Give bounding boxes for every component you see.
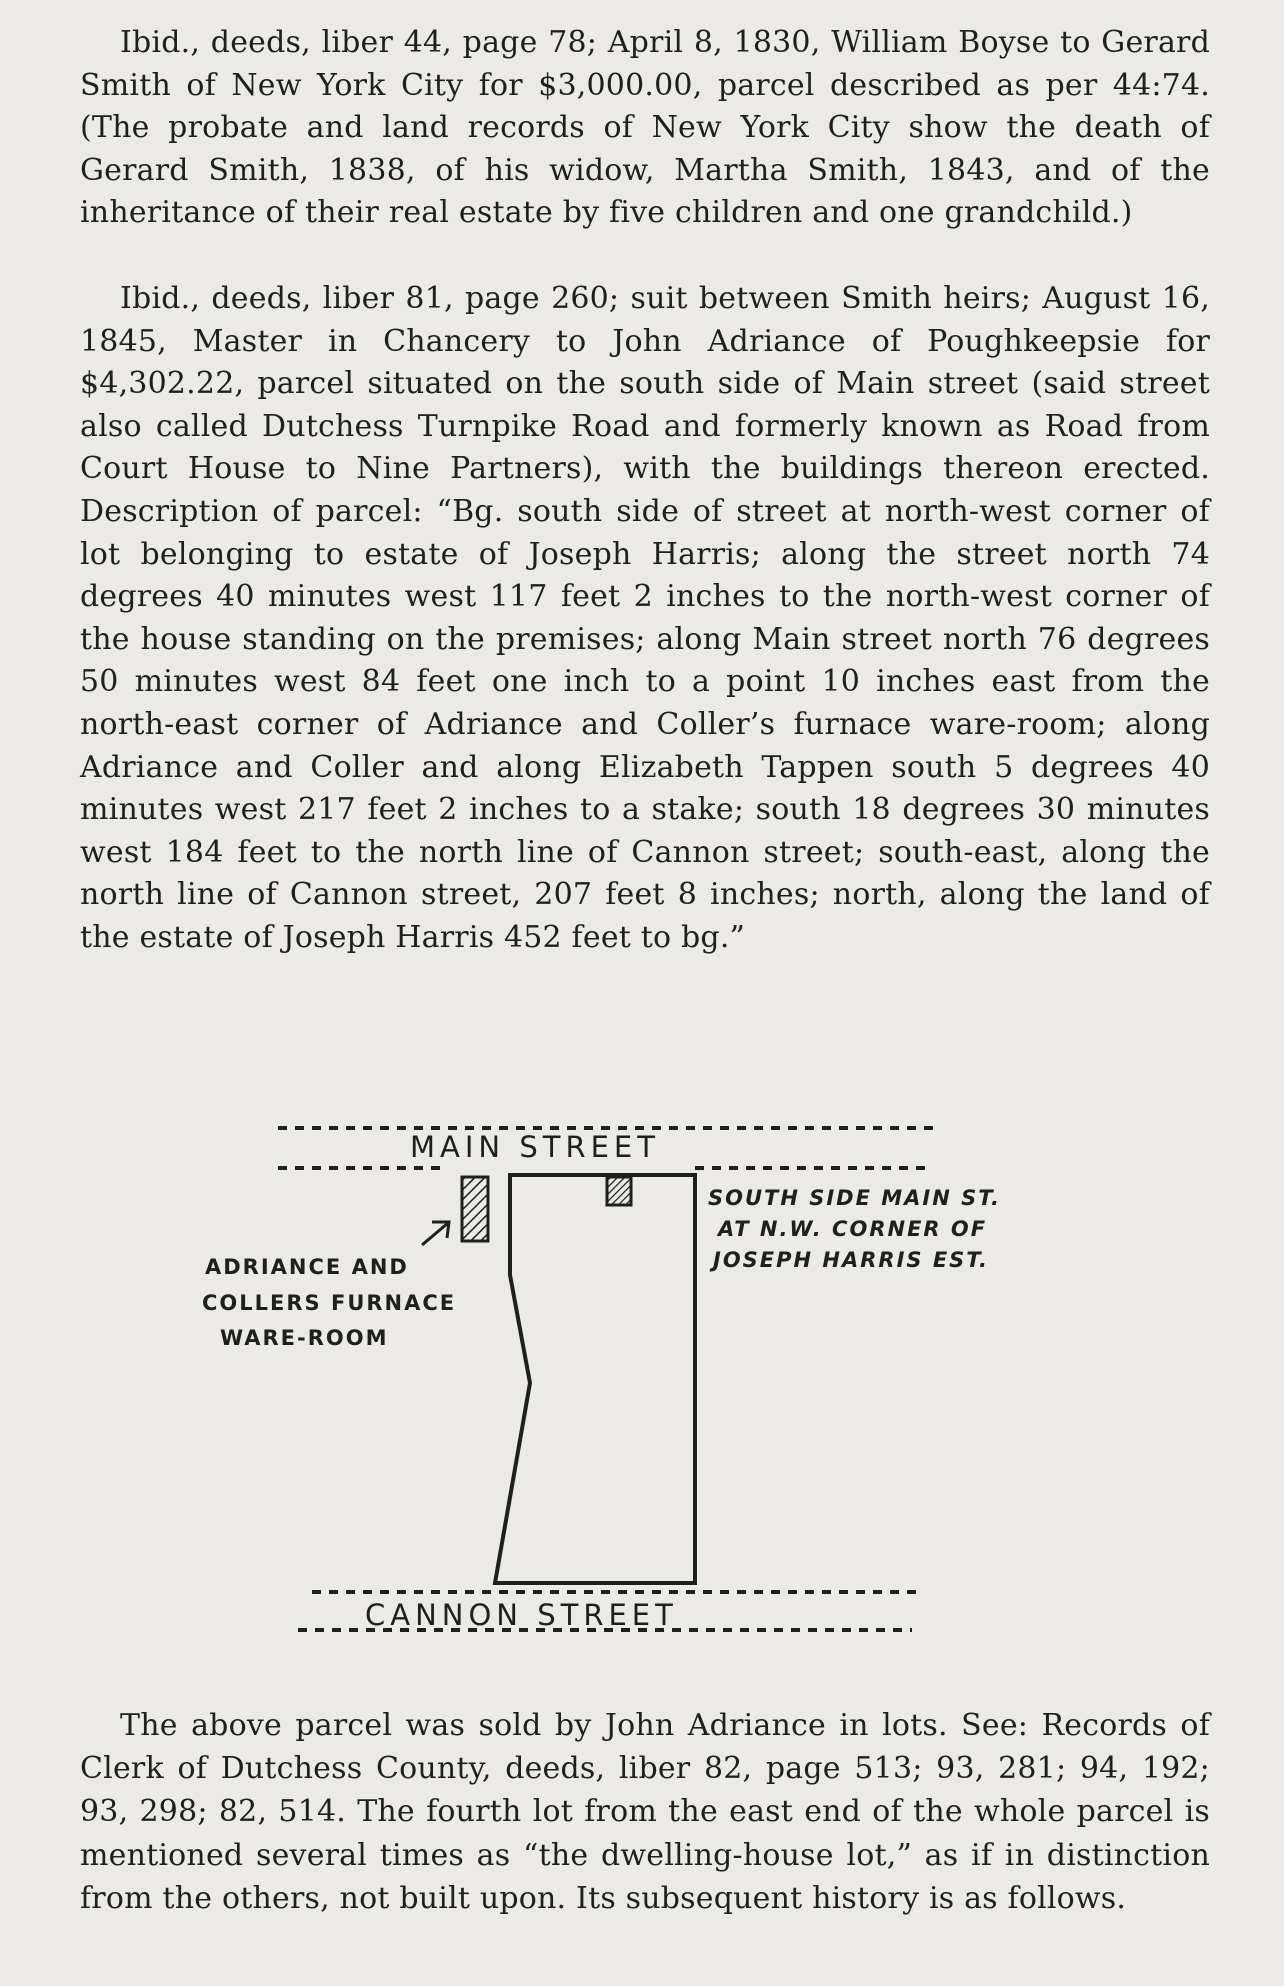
main-street-label: MAIN STREET	[410, 1130, 660, 1164]
arrow-line	[422, 1223, 448, 1245]
cannon-street-label: CANNON STREET	[365, 1598, 678, 1632]
furnace-label-line3: WARE-ROOM	[220, 1326, 389, 1350]
paragraph-deed-1845: Ibid., deeds, liber 81, page 260; suit between Smith heirs; August 16, 1845, Master in Chancery to John Adriance of Poughkeepsie for $4,302.22, parcel situated on the south side of Main street (said street also called Dutchess Turnpike Road and formerly known as Road from Court House to Nine Partners), with the buildings thereon erected. Description of parcel: “Bg. south side of street at north-west corner of lot belonging to estate of Joseph Harris; along the street north 74 degrees 40 minutes west 117 feet 2 inches to the north-west corner of the house standing on the premises; along Main street north 76 degrees 50 minutes west 84 feet one inch to a point 10 inches east from the north-east corner of Adriance and Coller’s furnace ware-room; along Adriance and Coller and along Elizabeth Tappen south 5 degrees 40 minutes west 217 feet 2 inches to a stake; south 18 degrees 30 minutes west 184 feet to the north line of Cannon street; south-east, along the north line of Cannon street, 207 feet 8 inches; north, along the land of the estate of Joseph Harris 452 feet to bg.”	[80, 281, 1210, 955]
harris-label-line2: AT N.W. CORNER OF	[718, 1217, 988, 1241]
parcel-outline	[495, 1175, 695, 1583]
furnace-label-line2: COLLERS FURNACE	[202, 1291, 457, 1315]
paragraph-deed-1830: Ibid., deeds, liber 44, page 78; April 8, 1830, William Boyse to Gerard Smith of New York City for $3,000.00, parcel described as per 44:74. (The probate and land records of New York City show the death of Gerard Smith, 1838, of his widow, Martha Smith, 1843, and of the inheritance of their real estate by five children and one grandchild.)	[80, 25, 1210, 231]
dwelling-house-building	[607, 1177, 631, 1205]
harris-label-line3: JOSEPH HARRIS EST.	[713, 1248, 990, 1272]
furnace-label-line1: ADRIANCE AND	[205, 1255, 409, 1279]
harris-label-line1: SOUTH SIDE MAIN ST.	[708, 1186, 1001, 1210]
furnace-ware-room-building	[462, 1177, 488, 1241]
paragraph-parcel-sold: The above parcel was sold by John Adriance in lots. See: Records of Clerk of Dutchess County, deeds, liber 82, page 513; 93, 281; 94, 192; 93, 298; 82, 514. The fourth lot from the east end of the whole parcel is mentioned several times as “the dwelling-house lot,” as if in distinction from the others, not built upon. Its subsequent history is as follows.	[80, 1708, 1210, 1916]
parcel-sketch-diagram	[190, 1095, 1090, 1655]
